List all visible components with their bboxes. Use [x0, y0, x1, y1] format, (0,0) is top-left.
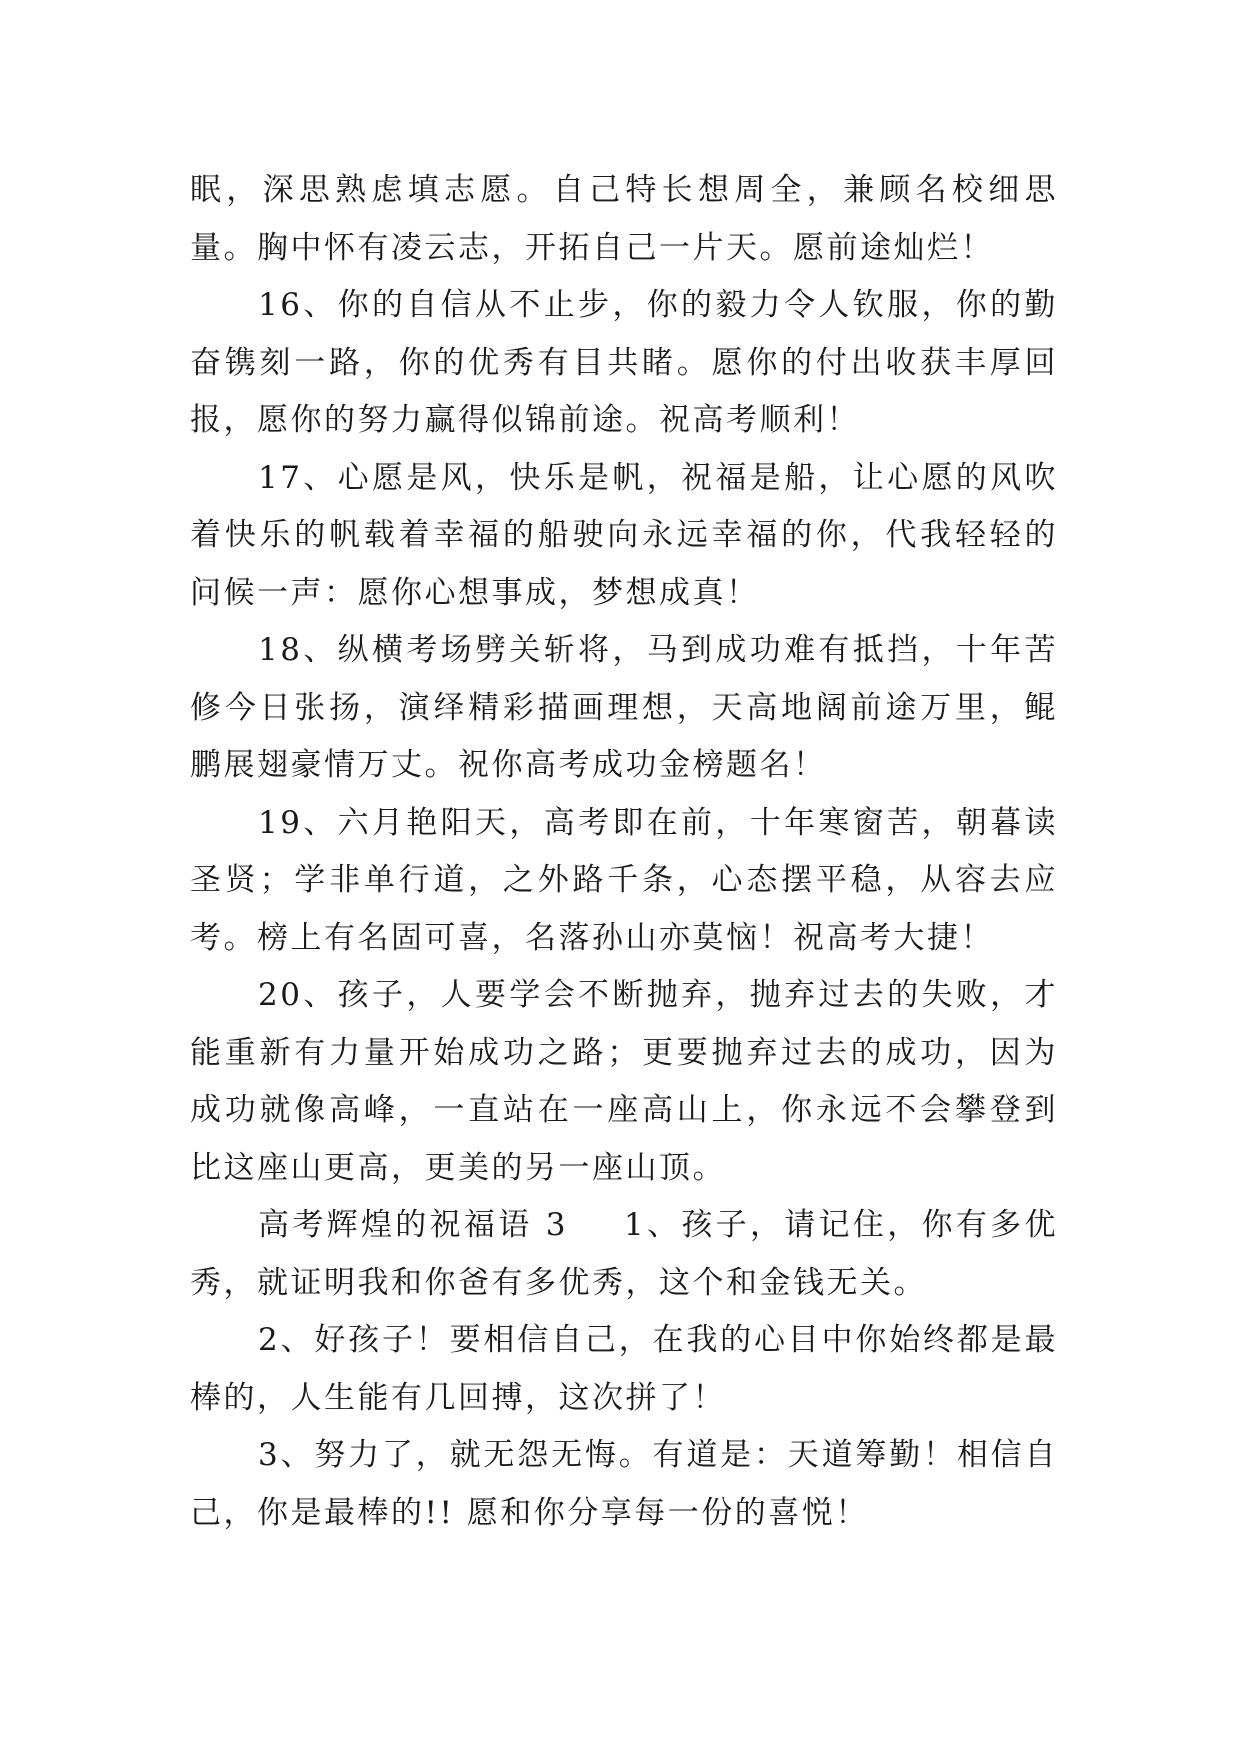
- section-item-3: 3、努力了，就无怨无悔。有道是：天道筹勤！相信自己，你是最棒的!! 愿和你分享每一份的喜悦！: [190, 1437, 1058, 1531]
- continued-paragraph: 眠，深思熟虑填志愿。自己特长想周全，兼顾名校细思量。胸中怀有凌云志，开拓自己一片天。愿前途灿烂！: [190, 172, 1058, 266]
- document-body: [190, 162, 1058, 1542]
- section-heading: 高考辉煌的祝福语 3: [258, 1207, 568, 1243]
- wish-item-20: 20、孩子，人要学会不断抛弃，抛弃过去的失败，才能重新有力量开始成功之路；更要抛弃过去的成功，因为成功就像高峰，一直站在一座高山上，你永远不会攀登到比这座山更高，更美的另一座山顶。: [190, 977, 1058, 1186]
- wish-item-17: 17、心愿是风，快乐是帆，祝福是船，让心愿的风吹着快乐的帆载着幸福的船驶向永远幸福的你，代我轻轻的问候一声：愿你心想事成，梦想成真！: [190, 459, 1058, 611]
- wish-item-16: 16、你的自信从不止步，你的毅力令人钦服，你的勤奋镌刻一路，你的优秀有目共睹。愿你的付出收获丰厚回报，愿你的努力赢得似锦前途。祝高考顺利！: [190, 287, 1058, 438]
- wish-item-19: 19、六月艳阳天，高考即在前，十年寒窗苦，朝暮读圣贤；学非单行道，之外路千条，心态摆平稳，从容去应考。榜上有名固可喜，名落孙山亦莫恼！祝高考大捷！: [190, 804, 1058, 956]
- wish-item-18: 18、纵横考场劈关斩将，马到成功难有抵挡，十年苦修今日张扬，演绎精彩描画理想，天高地阔前途万里，鲲鹏展翅豪情万丈。祝你高考成功金榜题名！: [190, 632, 1058, 783]
- section-item-1: 1、孩子，请记住，你有多优秀，就证明我和你爸有多优秀，这个和金钱无关。: [190, 1207, 1058, 1301]
- section-item-2: 2、好孩子！要相信自己，在我的心目中你始终都是最棒的，人生能有几回搏，这次拼了！: [190, 1322, 1058, 1416]
- section-paragraph: [190, 1197, 1058, 1312]
